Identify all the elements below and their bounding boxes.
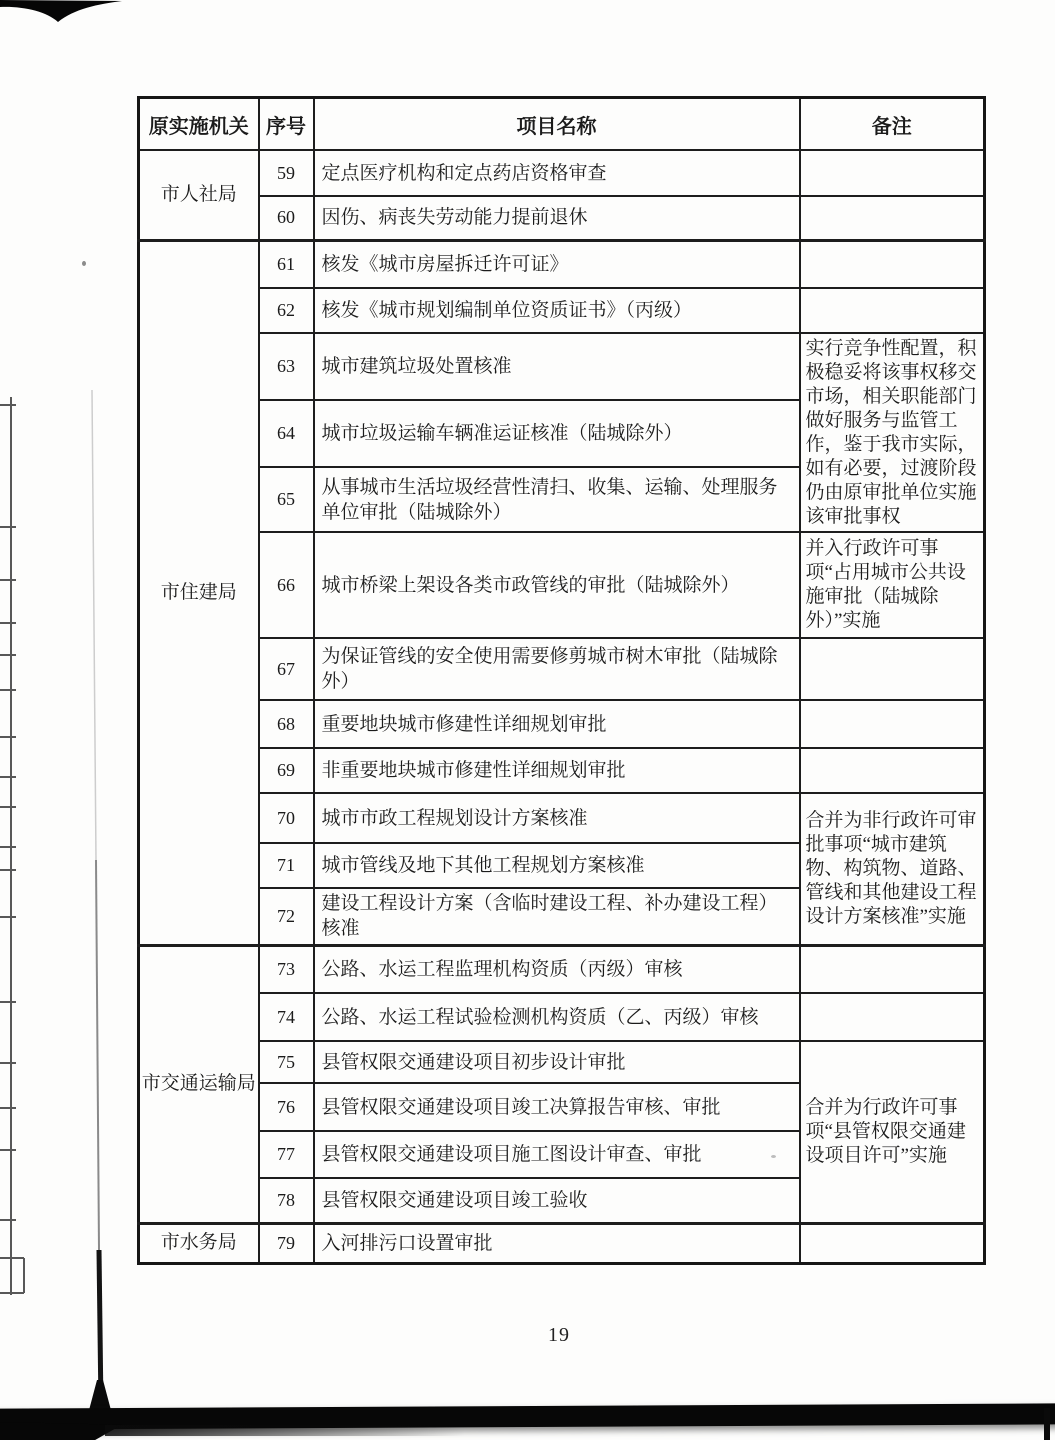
row-index-cell: 69 — [259, 748, 314, 793]
row-index-cell: 60 — [259, 196, 314, 240]
remark-cell: 合并为行政许可事项“县管权限交通建设项目许可”实施 — [800, 1041, 985, 1223]
project-name-cell: 核发《城市房屋拆迁许可证》 — [314, 240, 800, 288]
project-name-cell: 县管权限交通建设项目竣工决算报告审核、审批 — [314, 1083, 800, 1131]
row-index-cell: 75 — [259, 1041, 314, 1083]
remark-cell — [800, 288, 985, 333]
table-row — [139, 333, 985, 400]
scan-artifact-right-edge-line — [1044, 1408, 1050, 1440]
remark-cell — [800, 150, 985, 196]
table-header-row — [139, 98, 985, 151]
table-row — [139, 288, 985, 333]
remark-cell — [800, 945, 985, 993]
row-index-cell: 71 — [259, 843, 314, 888]
remark-cell — [800, 240, 985, 288]
approval-table — [137, 96, 986, 1265]
project-name-cell: 建设工程设计方案（含临时建设工程、补办建设工程）核准 — [314, 888, 800, 945]
project-name-cell: 因伤、病丧失劳动能力提前退休 — [314, 196, 800, 240]
row-index-cell: 64 — [259, 400, 314, 467]
project-name-cell: 重要地块城市修建性详细规划审批 — [314, 700, 800, 748]
agency-cell: 市住建局 — [139, 240, 259, 945]
project-name-cell: 定点医疗机构和定点药店资格审查 — [314, 150, 800, 196]
project-name-cell: 非重要地块城市修建性详细规划审批 — [314, 748, 800, 793]
header-remark: 备注 — [800, 98, 985, 151]
table-row — [139, 532, 985, 638]
scan-artifact-corner-blot — [0, 0, 130, 26]
project-name-cell: 公路、水运工程监理机构资质（丙级）审核 — [314, 945, 800, 993]
project-name-cell: 公路、水运工程试验检测机构资质（乙、丙级）审核 — [314, 993, 800, 1041]
remark-cell: 合并为非行政许可审批事项“城市建筑物、构筑物、道路、管线和其他建设工程设计方案核准”实施 — [800, 793, 985, 945]
agency-cell: 市水务局 — [139, 1223, 259, 1263]
table-row — [139, 945, 985, 993]
project-name-cell: 城市建筑垃圾处置核准 — [314, 333, 800, 400]
row-index-cell: 67 — [259, 638, 314, 700]
project-name-cell: 为保证管线的安全使用需要修剪城市树木审批（陆城除外） — [314, 638, 800, 700]
row-index-cell: 70 — [259, 793, 314, 843]
row-index-cell: 72 — [259, 888, 314, 945]
agency-cell: 市人社局 — [139, 150, 259, 240]
table-row — [139, 638, 985, 700]
project-name-cell: 从事城市生活垃圾经营性清扫、收集、运输、处理服务单位审批（陆城除外） — [314, 467, 800, 532]
page-number: 19 — [548, 1324, 570, 1346]
row-index-cell: 68 — [259, 700, 314, 748]
header-agency: 原实施机关 — [139, 98, 259, 151]
remark-cell: 实行竞争性配置，积极稳妥将该事权移交市场，相关职能部门做好服务与监管工作，鉴于我市实际，如有必要，过渡阶段仍由原审批单位实施该审批事权 — [800, 333, 985, 532]
remark-cell — [800, 638, 985, 700]
table-row — [139, 1223, 985, 1263]
remark-cell — [800, 748, 985, 793]
scan-artifact-bottom-band-fade — [105, 1425, 465, 1436]
header-name: 项目名称 — [314, 98, 800, 151]
table-row — [139, 196, 985, 240]
table-row — [139, 993, 985, 1041]
project-name-cell: 核发《城市规划编制单位资质证书》（丙级） — [314, 288, 800, 333]
project-name-cell: 县管权限交通建设项目初步设计审批 — [314, 1041, 800, 1083]
row-index-cell: 66 — [259, 532, 314, 638]
project-name-cell: 县管权限交通建设项目竣工验收 — [314, 1178, 800, 1223]
row-index-cell: 74 — [259, 993, 314, 1041]
row-index-cell: 63 — [259, 333, 314, 400]
project-name-cell: 城市市政工程规划设计方案核准 — [314, 793, 800, 843]
project-name-cell: 城市垃圾运输车辆准运证核准（陆城除外） — [314, 400, 800, 467]
scan-artifact-bleed-table — [0, 385, 32, 1315]
table-body — [139, 150, 985, 1263]
remark-cell — [800, 196, 985, 240]
header-index: 序号 — [259, 98, 314, 151]
table-row — [139, 1041, 985, 1083]
row-index-cell: 79 — [259, 1223, 314, 1263]
row-index-cell: 59 — [259, 150, 314, 196]
project-name-cell: 县管权限交通建设项目施工图设计审查、审批 — [314, 1131, 800, 1178]
row-index-cell: 76 — [259, 1083, 314, 1131]
row-index-cell: 61 — [259, 240, 314, 288]
agency-cell: 市交通运输局 — [139, 945, 259, 1223]
scan-artifact-speck — [82, 261, 86, 266]
table-row — [139, 793, 985, 843]
remark-cell — [800, 700, 985, 748]
scan-artifact-fold-line — [82, 378, 118, 1433]
remark-cell — [800, 993, 985, 1041]
project-name-cell: 入河排污口设置审批 — [314, 1223, 800, 1263]
row-index-cell: 77 — [259, 1131, 314, 1178]
remark-cell: 并入行政许可事项“占用城市公共设施审批（陆城除外）”实施 — [800, 532, 985, 638]
row-index-cell: 65 — [259, 467, 314, 532]
table-row — [139, 240, 985, 288]
row-index-cell: 73 — [259, 945, 314, 993]
table-row — [139, 700, 985, 748]
scan-artifact-bottom-band — [0, 1403, 1055, 1429]
table-row — [139, 748, 985, 793]
project-name-cell: 城市桥梁上架设各类市政管线的审批（陆城除外） — [314, 532, 800, 638]
table-row — [139, 150, 985, 196]
row-index-cell: 78 — [259, 1178, 314, 1223]
row-index-cell: 62 — [259, 288, 314, 333]
project-name-cell: 城市管线及地下其他工程规划方案核准 — [314, 843, 800, 888]
scan-artifact-bottom-band-left — [0, 1422, 122, 1440]
remark-cell — [800, 1223, 985, 1263]
